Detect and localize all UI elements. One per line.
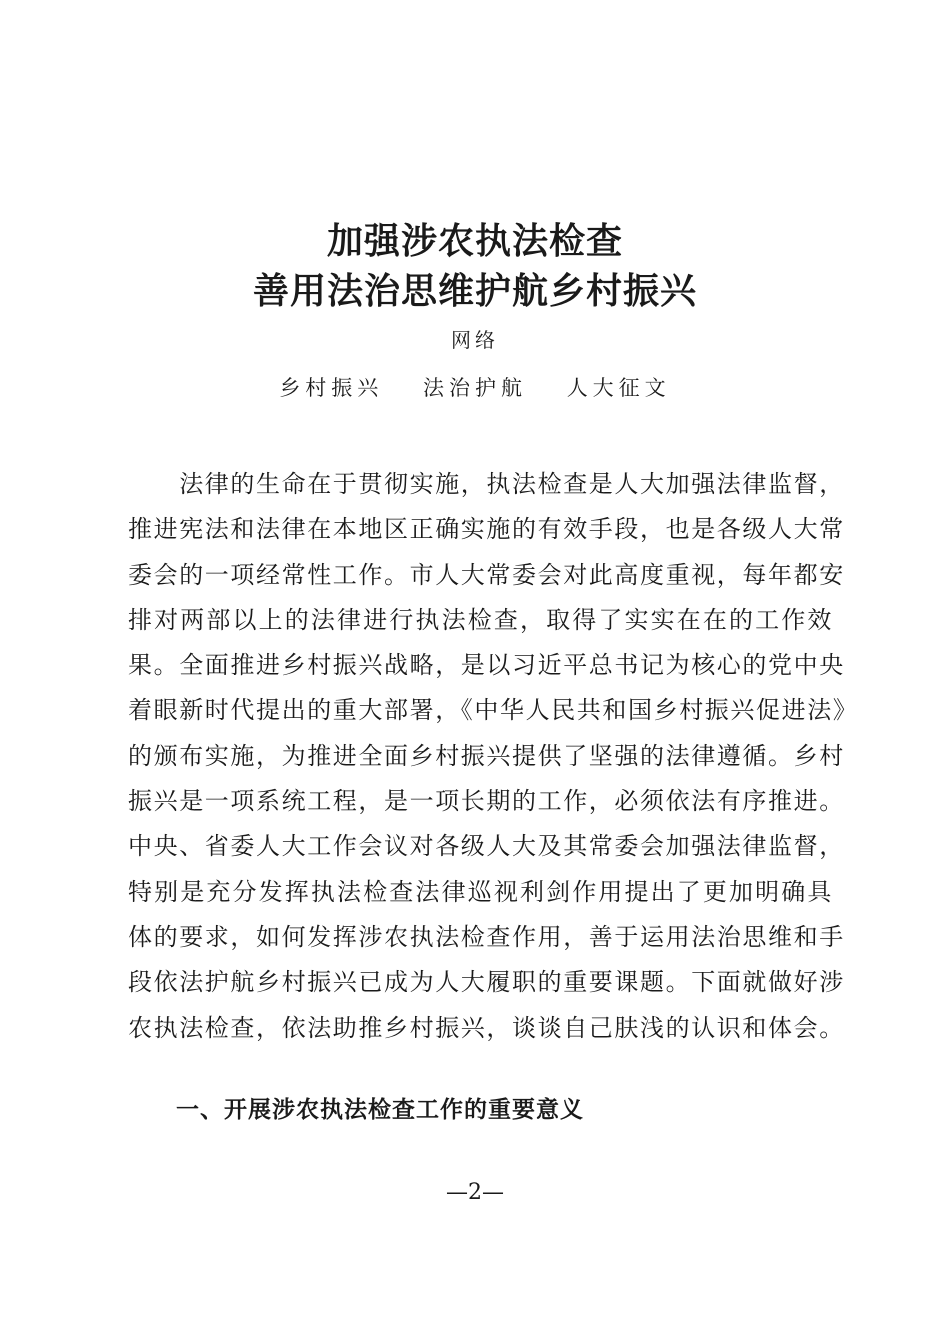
section-heading: 一、开展涉农执法检查工作的重要意义 [176, 1097, 584, 1123]
body-line: 排对两部以上的法律进行执法检查，取得了实实在在的工作效 [128, 605, 833, 634]
body-line: 体的要求，如何发挥涉农执法检查作用，善于运用法治思维和手 [128, 922, 845, 951]
keyword: 法治护航 [423, 376, 527, 400]
body-line: 委会的一项经常性工作。市人大常委会对此高度重视，每年都安 [128, 560, 845, 589]
body-paragraph [128, 462, 859, 1051]
body-line: 法律的生命在于贯彻实施，执法检查是人大加强法律监督， [128, 470, 845, 498]
body-line: 中央、省委人大工作会议对各级人大及其常委会加强法律监督， [128, 832, 845, 861]
body-line: 着眼新时代提出的重大部署，《中华人民共和国乡村振兴促进法》 [128, 696, 859, 725]
body-line: 的颁布实施，为推进全面乡村振兴提供了坚强的法律遵循。乡村 [128, 741, 845, 770]
body-line: 果。全面推进乡村振兴战略，是以习近平总书记为核心的党中央 [128, 651, 845, 680]
body-line: 农执法检查，依法助推乡村振兴，谈谈自己肤浅的认识和体会。 [128, 1013, 845, 1042]
body-line: 推进宪法和法律在本地区正确实施的有效手段，也是各级人大常 [128, 515, 845, 544]
author: 网络 [451, 328, 499, 352]
title-line-1: 加强涉农执法检查 [326, 221, 623, 262]
keywords [0, 374, 950, 402]
page-number: —2— [446, 1180, 504, 1205]
body-line: 振兴是一项系统工程，是一项长期的工作，必须依法有序推进。 [128, 787, 845, 816]
body-line: 段依法护航乡村振兴已成为人大履职的重要课题。下面就做好涉 [128, 968, 845, 997]
keyword: 人大征文 [566, 376, 671, 400]
title-line-2: 善用法治思维护航乡村振兴 [252, 271, 697, 312]
body-line: 特别是充分发挥执法检查法律巡视利剑作用提出了更加明确具 [128, 877, 833, 906]
keyword: 乡村振兴 [279, 376, 384, 400]
